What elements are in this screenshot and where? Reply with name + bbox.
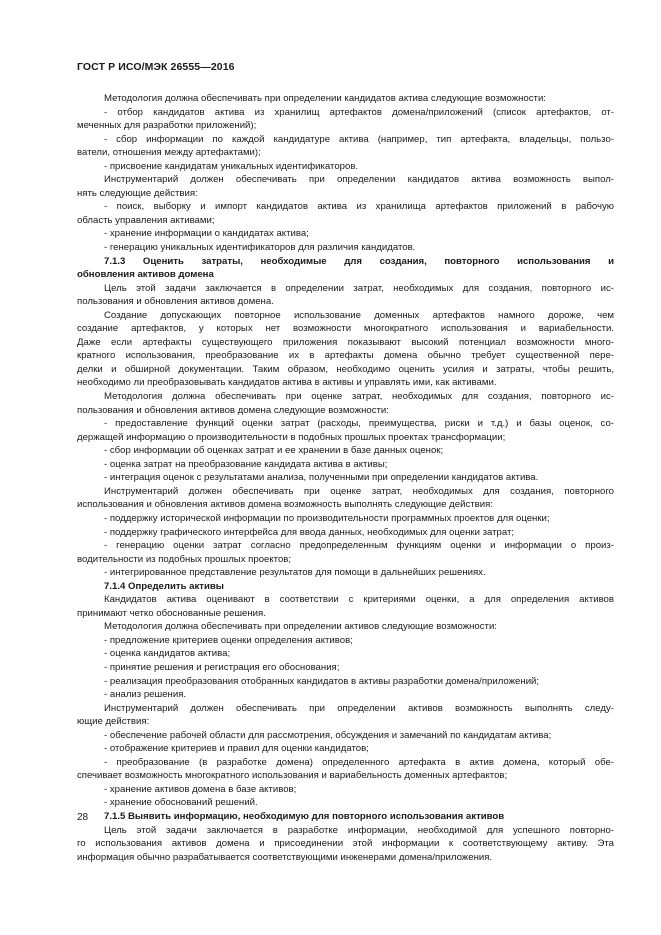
list-item: - сбор информации об оценках затрат и ее хранении в базе данных оценок; xyxy=(104,445,444,457)
list-item: - поддержку исторической информации по производительности программных проектов для оценки; xyxy=(104,512,550,524)
list-item: - хранение информации о кандидатах актива; xyxy=(104,228,309,240)
paragraph-line: Инструментарий должен обеспечивать при определении активов возможность выполнять следу- xyxy=(104,702,614,714)
list-item-continuation: водительности из подобных прошлых проектов; xyxy=(77,553,292,565)
list-item-continuation: ватели, отношения между артефактами); xyxy=(77,147,261,159)
list-item: - интегрированное представление результатов для помощи в дальнейших решениях. xyxy=(104,567,486,579)
section-heading: 7.1.4 Определить активы xyxy=(104,580,224,592)
paragraph-continuation: го использования активов домена и присоединении этой информации к соответствующему активу. Эта xyxy=(77,838,614,850)
paragraph-line: Инструментарий должен обеспечивать при оценке затрат, необходимых для создания, повторного xyxy=(104,485,614,497)
paragraph-continuation: необходимо ли преобразовывать кандидатов актива в активы и управлять ими, как активами. xyxy=(77,377,497,389)
paragraph-continuation: пользования и обновления активов домена. xyxy=(77,296,274,308)
section-heading: 7.1.5 Выявить информацию, необходимую для повторного использования активов xyxy=(104,810,505,822)
paragraph-continuation: информация обычно разрабатывается соответствующими инженерами домена/приложения. xyxy=(77,851,493,863)
document-header: ГОСТ Р ИСО/МЭК 26555—2016 xyxy=(77,61,235,73)
list-item: - оценка затрат на преобразование кандидата актива в активы; xyxy=(104,458,388,470)
list-item-continuation: держащей информацию о производительности в подобных прошлых проектах трансформации; xyxy=(77,431,506,443)
list-item: - отображение критериев и правил для оценки кандидатов; xyxy=(104,743,369,755)
section-heading-continuation: обновления активов домена xyxy=(77,269,214,281)
paragraph-line: Кандидатов актива оценивают в соответствии с критериями оценки, а для определения активов xyxy=(104,594,614,606)
document-body xyxy=(77,92,614,864)
paragraph-continuation: принимают четко обоснованные решения. xyxy=(77,607,266,619)
paragraph-continuation: кратного использования, преобразование их в артефакты домена обычно требует существенной пере- xyxy=(77,350,614,362)
paragraph-continuation: пользования и обновления активов домена следующие возможности: xyxy=(77,404,389,416)
paragraph-line: Методология должна обеспечивать при оценке затрат, необходимых для создания, повторного ис- xyxy=(104,391,614,403)
list-item: - генерацию уникальных идентификаторов для различия кандидатов. xyxy=(104,242,416,254)
paragraph-line: Инструментарий должен обеспечивать при определении кандидатов актива возможность выпол- xyxy=(104,174,614,186)
paragraph-continuation: Даже если артефакты существующего приложения показывают высокий потенциал возможности много- xyxy=(77,336,614,348)
list-item: - обеспечение рабочей области для рассмотрения, обсуждения и замечаний по кандидатам актива; xyxy=(104,729,552,741)
list-item: - интеграция оценок с результатами анализа, полученными при определении кандидатов актива. xyxy=(104,472,539,484)
list-item: - предложение критериев оценки определения активов; xyxy=(104,634,353,646)
list-item-continuation: меченных для разработки приложений); xyxy=(77,120,257,132)
list-item: - отбор кандидатов актива из хранилищ артефактов домена/приложений (список артефактов, от- xyxy=(104,106,614,118)
list-item: - предоставление функций оценки затрат (расходы, преимущества, риски и т.д.) и базы оценок, со- xyxy=(104,418,614,430)
list-item: - присвоение кандидатам уникальных идентификаторов. xyxy=(104,160,359,172)
list-item: - поиск, выборку и импорт кандидатов актива из хранилища артефактов приложений в рабочую xyxy=(104,201,614,213)
paragraph-continuation: создание артефактов, у которых нет возможности многократного использования и вариабельности. xyxy=(77,323,614,335)
paragraph-line: Методология должна обеспечивать при определении кандидатов актива следующие возможности: xyxy=(104,93,546,104)
page-number: 28 xyxy=(77,812,89,823)
list-item: - генерацию оценки затрат согласно предопределенным функциям оценки и информации о произ- xyxy=(104,540,614,552)
list-item: - реализация преобразования отобранных кандидатов в активы разработки домена/приложений; xyxy=(104,675,540,687)
paragraph-line: Цель этой задачи заключается в разработке информации, необходимой для успешного повторно- xyxy=(104,824,614,836)
list-item: - принятие решения и регистрация его обоснования; xyxy=(104,661,340,673)
list-item: - оценка кандидатов актива; xyxy=(104,648,231,660)
list-item: - хранение обоснований решений. xyxy=(104,797,258,809)
paragraph-line: Методология должна обеспечивать при определении активов следующие возможности: xyxy=(104,621,497,633)
list-item: - поддержку графического интерфейса для ввода данных, необходимых для оценки затрат; xyxy=(104,526,515,538)
list-item-continuation: область управления активами; xyxy=(77,214,215,226)
list-item: - хранение активов домена в базе активов; xyxy=(104,783,297,795)
list-item: - сбор информации по каждой кандидатуре актива (например, тип артефакта, владельцы, пользо- xyxy=(104,133,614,145)
list-item-continuation: спечивает возможность многократного использования и вариабельность доменных артефактов; xyxy=(77,770,508,782)
paragraph-continuation: делки и обширной документации. Таким образом, необходимо оценить усилия и затраты, чтобы решить, xyxy=(77,363,614,375)
section-heading: 7.1.3 Оценить затраты, необходимые для создания, повторного использования и xyxy=(104,255,614,267)
list-item: - анализ решения. xyxy=(104,689,187,701)
paragraph-line: Создание допускающих повторное использование доменных артефактов намного дороже, чем xyxy=(104,309,614,321)
paragraph-continuation: нять следующие действия: xyxy=(77,187,198,199)
paragraph-continuation: ющие действия: xyxy=(77,716,150,728)
list-item: - преобразование (в разработке домена) определенного артефакта в актив домена, который обе- xyxy=(104,756,614,768)
paragraph-line: Цель этой задачи заключается в определении затрат, необходимых для создания, повторного ис- xyxy=(104,282,614,294)
paragraph-continuation: использования и обновления активов домена возможность выполнять следующие действия: xyxy=(77,499,493,511)
